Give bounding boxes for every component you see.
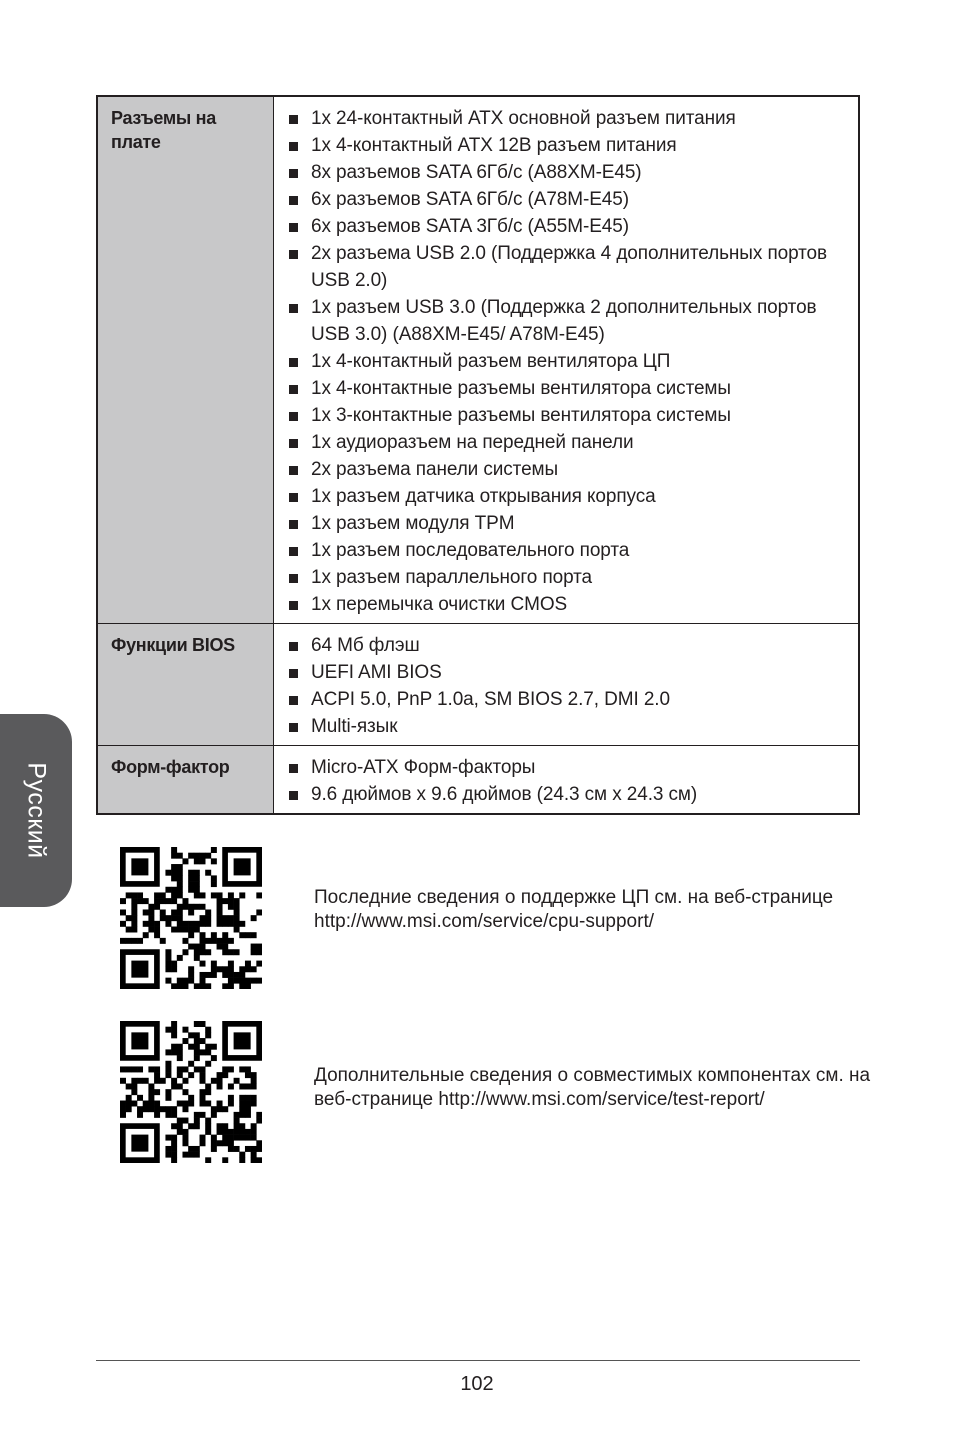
spec-item: 2x разъема панели системы [286, 456, 848, 483]
spec-item: 1x 4-контактный разъем вентилятора ЦП [286, 348, 848, 375]
spec-item: 1x разъем параллельного порта [286, 564, 848, 591]
spec-item: 64 Мб флэш [286, 632, 848, 659]
page-number: 102 [460, 1373, 494, 1395]
test-report-note: Дополнительные сведения о совместимых компонентах см. на веб-странице http://www.msi.com/service/test-report/ [314, 1065, 871, 1110]
spec-item: ACPI 5.0, PnP 1.0a, SM BIOS 2.7, DMI 2.0 [286, 686, 848, 713]
spec-item: 1x 3-контактные разъемы вентилятора системы [286, 402, 848, 429]
spec-item: 8x разъемов SATA 6Гб/с (A88XM-E45) [286, 159, 848, 186]
spec-row-label: Форм-фактор [97, 746, 274, 815]
spec-item: 1x 4-контактный ATX 12B разъем питания [286, 132, 848, 159]
spec-row-connectors [97, 96, 859, 624]
spec-item-list [286, 105, 848, 618]
spec-item: 1x разъем модуля TPM [286, 510, 848, 537]
spec-item: Multi-язык [286, 713, 848, 740]
spec-item: 1x 24-контактный ATX основной разъем питания [286, 105, 848, 132]
spec-item: 2x разъема USB 2.0 (Поддержка 4 дополнительных портов USB 2.0) [286, 240, 848, 294]
spec-row-values [274, 624, 860, 746]
footer-divider [96, 1360, 860, 1361]
spec-item-list [286, 754, 848, 808]
spec-item: 1x разъем датчика открывания корпуса [286, 483, 848, 510]
spec-item: 6x разъемов SATA 3Гб/с (A55M-E45) [286, 213, 848, 240]
spec-row-form-factor [97, 746, 859, 815]
spec-item-list [286, 632, 848, 740]
spec-item: 6x разъемов SATA 6Гб/с (A78M-E45) [286, 186, 848, 213]
spec-row-label: Разъемы на плате [97, 96, 274, 624]
spec-item: 1x разъем последовательного порта [286, 537, 848, 564]
spec-row-label: Функции BIOS [97, 624, 274, 746]
language-tab-label: Русский [22, 762, 51, 859]
spec-item: 1x 4-контактные разъемы вентилятора системы [286, 375, 848, 402]
cpu-support-note: Последние сведения о поддержке ЦП см. на веб-странице http://www.msi.com/service/cpu-support/ [314, 887, 834, 932]
test-report-qr-code [120, 1021, 262, 1163]
cpu-support-qr-code [120, 847, 262, 989]
spec-item: 1x аудиоразъем на передней панели [286, 429, 848, 456]
spec-table [96, 95, 860, 815]
spec-item: Micro-ATX Форм-факторы [286, 754, 848, 781]
spec-item: 9.6 дюймов x 9.6 дюймов (24.3 см x 24.3 см) [286, 781, 848, 808]
spec-item: UEFI AMI BIOS [286, 659, 848, 686]
language-side-tab [0, 714, 72, 907]
spec-item: 1x перемычка очистки CMOS [286, 591, 848, 618]
spec-row-bios [97, 624, 859, 746]
spec-item: 1x разъем USB 3.0 (Поддержка 2 дополнительных портов USB 3.0) (A88XM-E45/ A78M-E45) [286, 294, 848, 348]
spec-row-values [274, 746, 860, 815]
spec-row-values [274, 96, 860, 624]
